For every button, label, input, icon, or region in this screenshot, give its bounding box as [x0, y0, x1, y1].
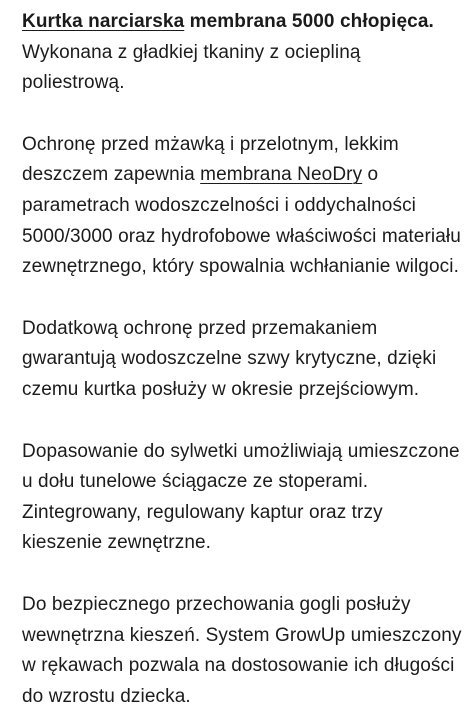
product-category-link[interactable]: Kurtka narciarska [22, 11, 185, 32]
description-paragraph-4: Dopasowanie do sylwetki umożliwiają umieszczone u dołu tunelowe ściągacze ze stoperami. Zintegrowany, regulowany kaptur oraz trzy kieszenie zewnętrzne. [22, 440, 460, 554]
product-title-rest: membrana 5000 chłopięca. [184, 11, 434, 32]
description-paragraph-2 [22, 130, 462, 283]
description-paragraph-5: Do bezpiecznego przechowania gogli posłuży wewnętrzna kieszeń. System GrowUp umieszczony w rękawach pozwala na dostosowanie ich długości do wzrostu dziecka. [22, 593, 462, 707]
description-paragraph-3: Dodatkową ochronę przed przemakaniem gwarantują wodoszczelne szwy krytyczne, dzięki czemu kurtka posłuży w okresie przejściowym. [22, 317, 437, 400]
paragraph-2-text-after: o parametrach wodoszczelności i oddychalności 5000/3000 oraz hydrofobowe właściwości materiału zewnętrznego, który spowalnia wchłanianie wilgoci. [22, 164, 461, 278]
membrane-neodry-link[interactable]: membrana NeoDry [200, 164, 363, 186]
paragraph-2-text-before: Ochronę przed mżawką i przelotnym, lekkim deszczem zapewnia [22, 133, 399, 186]
product-description [22, 7, 462, 712]
paragraph-1-text: Wykonana z gładkiej tkaniny z ociepliną poliestrową. [22, 41, 361, 94]
description-paragraph-1 [22, 7, 462, 99]
